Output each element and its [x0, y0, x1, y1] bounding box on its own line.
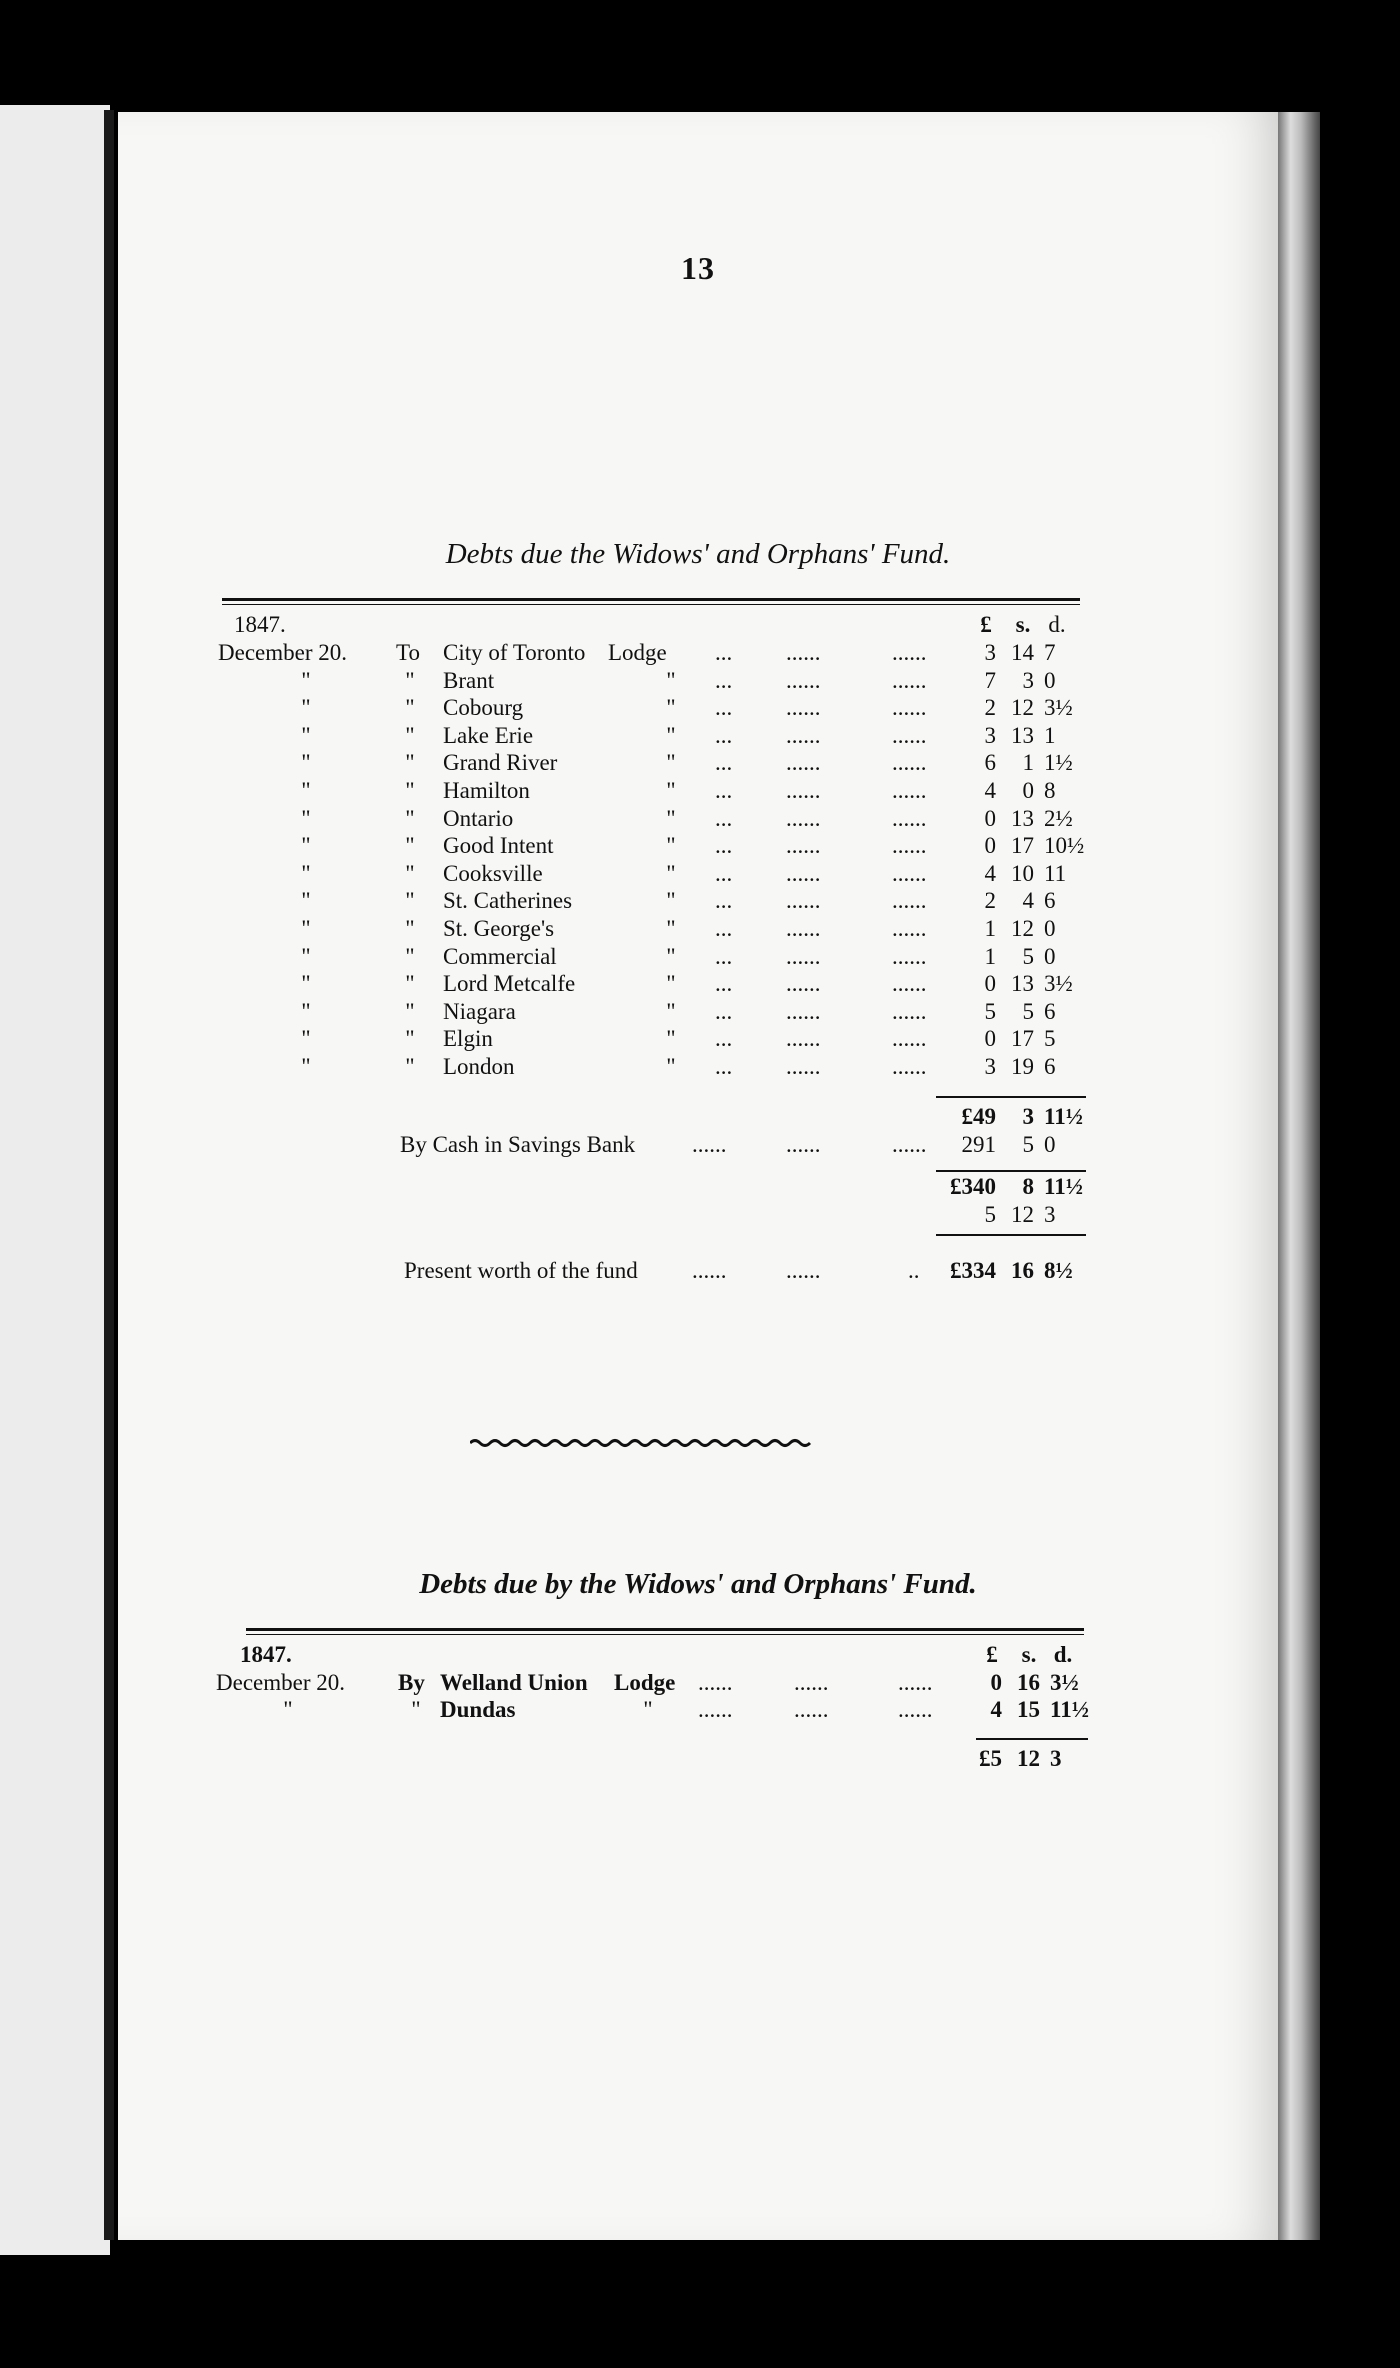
less-row	[118, 1202, 1278, 1230]
lodge-name: Lord Metcalfe	[443, 971, 576, 997]
amount-pence: 6	[1044, 998, 1056, 1024]
amount-pence: 3½	[1050, 1670, 1079, 1695]
leader-dots: ......	[892, 1026, 927, 1052]
leader-dots: ......	[786, 888, 821, 914]
shillings-header: s.	[1015, 612, 1031, 637]
ditto-mark: "	[666, 971, 676, 997]
amount-pence: 1½	[1044, 750, 1073, 776]
amount-pounds: 0	[984, 833, 996, 859]
ditto-mark: "	[301, 833, 311, 859]
leader-dots: ......	[898, 1670, 933, 1695]
amount-pounds: 0	[990, 1670, 1002, 1695]
amount-shillings: 3	[1022, 1103, 1034, 1129]
ditto-mark: "	[666, 1054, 676, 1079]
leader-dots: ...	[715, 667, 733, 693]
amount-pence: 11	[1044, 860, 1067, 886]
leader-dots: ......	[786, 1257, 821, 1283]
ditto-mark: "	[666, 998, 676, 1024]
amount-shillings: 4	[1022, 888, 1034, 914]
table-row	[118, 916, 1278, 944]
lodge-name: Commercial	[443, 943, 557, 969]
amount-pounds: 1	[984, 916, 996, 941]
shillings-header: s.	[1021, 1642, 1037, 1667]
leader-dots: ......	[892, 998, 927, 1024]
table-row	[118, 750, 1278, 778]
ditto-mark: "	[301, 1054, 311, 1079]
leader-dots: ......	[786, 695, 821, 721]
table-row	[118, 1697, 1278, 1725]
amount-pounds: 0	[984, 1026, 996, 1052]
ditto-mark: "	[405, 695, 415, 721]
leader-dots: ...	[715, 971, 733, 997]
amount-pence: 3	[1044, 1201, 1056, 1227]
leader-dots: ......	[786, 971, 821, 997]
amount-pounds: 6	[984, 750, 996, 776]
amount-shillings: 17	[1011, 833, 1034, 859]
lodge-name: Lake Erie	[443, 722, 534, 748]
leader-dots: ......	[892, 722, 927, 748]
ditto-mark: "	[301, 722, 311, 748]
amount-pence: 0	[1044, 916, 1056, 941]
leader-dots: ......	[786, 1131, 821, 1157]
table-row	[118, 723, 1278, 751]
amount-pence: 0	[1044, 1131, 1056, 1157]
leader-dots: ......	[892, 833, 927, 859]
lodge-name: London	[443, 1054, 515, 1079]
ditto-mark: "	[301, 750, 311, 776]
amount-pounds: 4	[984, 778, 996, 803]
amount-shillings: 0	[1022, 778, 1034, 803]
leader-dots: ......	[892, 695, 927, 721]
amount-pence: 3½	[1044, 695, 1073, 721]
amount-pence: 6	[1044, 888, 1056, 914]
lodge-name: City of Toronto	[443, 640, 586, 665]
ditto-mark: "	[301, 695, 311, 721]
amount-pence: 0	[1044, 667, 1056, 693]
book-page-edges	[1278, 112, 1320, 2240]
amount-pence: 11½	[1050, 1697, 1089, 1722]
leader-dots: ......	[786, 860, 821, 886]
ditto-mark: "	[666, 943, 676, 969]
ditto-mark: "	[301, 1026, 311, 1052]
worth-row	[118, 1258, 1278, 1286]
ditto-mark: "	[301, 916, 311, 941]
lodge-label: Lodge	[614, 1670, 676, 1695]
pounds-header: £	[986, 1642, 998, 1667]
amount-pence: 11½	[1044, 1173, 1083, 1199]
leader-dots: ...	[715, 998, 733, 1024]
amount-shillings: 5	[1022, 943, 1034, 969]
amount-pence: 1	[1044, 722, 1056, 748]
amount-pounds: 3	[984, 640, 996, 665]
ditto-mark: "	[283, 1697, 293, 1722]
amount-pounds: 291	[961, 1131, 996, 1157]
year-label: 1847.	[234, 612, 286, 637]
ditto-mark: "	[405, 1026, 415, 1052]
amount-shillings: 5	[1022, 1131, 1034, 1157]
table1-title: Debts due the Widows' and Orphans' Fund.	[445, 538, 951, 570]
amount-shillings: 12	[1017, 1746, 1040, 1771]
amount-shillings: 14	[1011, 640, 1034, 665]
leader-dots: ...	[715, 888, 733, 914]
amount-pounds: 1	[984, 943, 996, 969]
leader-dots: ......	[786, 833, 821, 859]
amount-pence: 10½	[1044, 833, 1085, 859]
amount-shillings: 5	[1022, 998, 1034, 1024]
ditto-mark: "	[405, 971, 415, 997]
subtotal-rule	[936, 1096, 1086, 1098]
ditto-mark: "	[301, 778, 311, 803]
facing-page-edge	[0, 105, 110, 2255]
leader-dots: ......	[892, 805, 927, 831]
table2-header	[118, 1642, 1278, 1670]
ditto-mark: "	[666, 667, 676, 693]
ditto-mark: "	[405, 916, 415, 941]
leader-dots: ...	[715, 722, 733, 748]
amount-shillings: 10	[1011, 860, 1034, 886]
amount-pounds: 5	[984, 1201, 996, 1227]
ditto-mark: "	[301, 667, 311, 693]
ditto-mark: "	[301, 860, 311, 886]
lodge-name: Dundas	[440, 1697, 516, 1722]
ditto-mark: "	[666, 750, 676, 776]
ditto-mark: "	[666, 722, 676, 748]
amount-shillings: 13	[1011, 805, 1034, 831]
lodge-name: Elgin	[443, 1026, 493, 1052]
ditto-mark: "	[411, 1697, 421, 1722]
leader-dots: ...	[715, 750, 733, 776]
leader-dots: ...	[715, 1026, 733, 1052]
amount-pence: 3	[1050, 1746, 1062, 1771]
leader-dots: ...	[715, 916, 733, 941]
leader-dots: ..	[908, 1257, 920, 1283]
ditto-mark: "	[405, 833, 415, 859]
table1-top-rule	[222, 598, 1080, 601]
amount-shillings: 13	[1011, 971, 1034, 997]
lodge-name: Welland Union	[440, 1670, 588, 1695]
leader-dots: ......	[892, 750, 927, 776]
amount-shillings: 12	[1011, 916, 1034, 941]
table2-title: Debts due by the Widows' and Orphans' Fund.	[419, 1568, 977, 1600]
ditto-mark: "	[405, 943, 415, 969]
amount-shillings: 8	[1022, 1173, 1034, 1199]
table-row	[118, 861, 1278, 889]
table2-top-rule	[246, 1628, 1084, 1631]
entry-date: December 20.	[218, 640, 347, 665]
amount-pounds: £340	[950, 1173, 996, 1199]
amount-shillings: 12	[1011, 695, 1034, 721]
leader-dots: ......	[892, 667, 927, 693]
ditto-mark: "	[301, 971, 311, 997]
table-row	[118, 971, 1278, 999]
document-page	[118, 112, 1278, 2240]
table-row	[118, 944, 1278, 972]
entry-prefix: By	[398, 1670, 425, 1695]
table-row	[118, 640, 1278, 668]
amount-pounds: £334	[950, 1257, 996, 1283]
table-row	[118, 888, 1278, 916]
cash-label: By Cash in Savings Bank	[400, 1131, 636, 1157]
leader-dots: ......	[786, 778, 821, 803]
ditto-mark: "	[301, 998, 311, 1024]
ditto-mark: "	[405, 998, 415, 1024]
amount-shillings: 17	[1011, 1026, 1034, 1052]
worth-rule	[936, 1234, 1086, 1236]
leader-dots: ......	[692, 1131, 727, 1157]
total-row	[118, 1746, 1278, 1774]
amount-pence: 2½	[1044, 805, 1073, 831]
leader-dots: ......	[892, 860, 927, 886]
ditto-mark: "	[666, 778, 676, 803]
lodge-name: Grand River	[443, 750, 558, 776]
amount-shillings: 15	[1017, 1697, 1040, 1722]
ditto-mark: "	[666, 860, 676, 886]
amount-pence: 8	[1044, 778, 1056, 803]
ditto-mark: "	[643, 1697, 653, 1722]
amount-pounds: 0	[984, 805, 996, 831]
total-rule	[936, 1170, 1086, 1172]
leader-dots: ......	[786, 750, 821, 776]
amount-pounds: 3	[984, 722, 996, 748]
leader-dots: ......	[786, 667, 821, 693]
amount-shillings: 1	[1022, 750, 1034, 776]
amount-pounds: 7	[984, 667, 996, 693]
pence-header: d.	[1048, 612, 1066, 637]
ditto-mark: "	[666, 695, 676, 721]
amount-pence: 8½	[1044, 1257, 1073, 1283]
amount-pounds: 4	[990, 1697, 1002, 1722]
ditto-mark: "	[405, 667, 415, 693]
amount-pounds: 4	[984, 860, 996, 886]
leader-dots: ...	[715, 695, 733, 721]
ditto-mark: "	[405, 750, 415, 776]
table-row	[118, 999, 1278, 1027]
page-gutter	[104, 110, 114, 2240]
ditto-mark: "	[301, 805, 311, 831]
ditto-mark: "	[405, 722, 415, 748]
leader-dots: ...	[715, 833, 733, 859]
table1-top-rule-thin	[222, 604, 1080, 605]
leader-dots: ......	[786, 640, 821, 665]
ditto-mark: "	[405, 888, 415, 914]
amount-shillings: 13	[1011, 722, 1034, 748]
leader-dots: ......	[892, 640, 927, 665]
leader-dots: ......	[794, 1697, 829, 1722]
amount-shillings: 19	[1011, 1054, 1034, 1079]
table2-top-rule-thin	[246, 1634, 1084, 1635]
leader-dots: ......	[892, 916, 927, 941]
amount-pence: 7	[1044, 640, 1056, 665]
leader-dots: ......	[786, 805, 821, 831]
amount-shillings: 16	[1011, 1257, 1034, 1283]
total-row	[118, 1174, 1278, 1202]
total-rule	[976, 1738, 1088, 1740]
ditto-mark: "	[405, 860, 415, 886]
entry-prefix: To	[396, 640, 420, 665]
amount-pence: 6	[1044, 1054, 1056, 1079]
amount-pounds: 0	[984, 971, 996, 997]
ditto-mark: "	[405, 778, 415, 803]
amount-shillings: 12	[1011, 1201, 1034, 1227]
ditto-mark: "	[301, 943, 311, 969]
lodge-name: Brant	[443, 667, 495, 693]
lodge-name: Hamilton	[443, 778, 530, 803]
amount-pence: 3½	[1044, 971, 1073, 997]
cash-row	[118, 1132, 1278, 1160]
leader-dots: ......	[892, 1054, 927, 1079]
leader-dots: ...	[715, 778, 733, 803]
amount-shillings: 3	[1022, 667, 1034, 693]
leader-dots: ......	[692, 1257, 727, 1283]
table-row	[118, 695, 1278, 723]
leader-dots: ......	[892, 1131, 927, 1157]
ditto-mark: "	[405, 805, 415, 831]
ditto-mark: "	[405, 1054, 415, 1079]
lodge-name: St. George's	[443, 916, 555, 941]
year-label: 1847.	[240, 1642, 292, 1667]
leader-dots: ......	[786, 998, 821, 1024]
amount-pounds: £5	[979, 1746, 1002, 1771]
lodge-name: St. Catherines	[443, 888, 573, 914]
entry-date: December 20.	[216, 1670, 345, 1695]
ditto-mark: "	[666, 805, 676, 831]
lodge-name: Ontario	[443, 805, 514, 831]
ditto-mark: "	[666, 916, 676, 941]
lodge-name: Cobourg	[443, 695, 524, 721]
amount-pounds: 2	[984, 695, 996, 721]
section-divider	[470, 1436, 816, 1450]
leader-dots: ......	[786, 1054, 821, 1079]
lodge-name: Cooksville	[443, 860, 543, 886]
pence-header: d.	[1053, 1642, 1073, 1667]
leader-dots: ...	[715, 943, 733, 969]
table-row	[118, 1054, 1278, 1082]
leader-dots: ......	[794, 1670, 829, 1695]
lodge-label: Lodge	[608, 640, 667, 665]
table1-header	[118, 612, 1278, 640]
amount-pence: 11½	[1044, 1103, 1083, 1129]
amount-pounds: 2	[984, 888, 996, 914]
ditto-mark: "	[666, 1026, 676, 1052]
leader-dots: ......	[698, 1697, 733, 1722]
amount-shillings: 16	[1017, 1670, 1040, 1695]
table-row	[118, 806, 1278, 834]
amount-pounds: £49	[961, 1103, 996, 1129]
ditto-mark: "	[301, 888, 311, 914]
page-number: 13	[681, 250, 715, 286]
table-row	[118, 778, 1278, 806]
amount-pence: 5	[1044, 1026, 1056, 1052]
leader-dots: ......	[898, 1697, 933, 1722]
leader-dots: ......	[698, 1670, 733, 1695]
leader-dots: ......	[786, 943, 821, 969]
amount-pounds: 5	[984, 998, 996, 1024]
table-row	[118, 833, 1278, 861]
table-row	[118, 1026, 1278, 1054]
lodge-name: Good Intent	[443, 833, 554, 859]
leader-dots: ...	[715, 640, 733, 665]
worth-label: Present worth of the fund	[404, 1257, 638, 1283]
leader-dots: ......	[786, 916, 821, 941]
leader-dots: ......	[786, 1026, 821, 1052]
leader-dots: ...	[715, 860, 733, 886]
ditto-mark: "	[666, 833, 676, 859]
leader-dots: ......	[892, 778, 927, 803]
table-row	[118, 1670, 1278, 1698]
lodge-name: Niagara	[443, 998, 516, 1024]
amount-pence: 0	[1044, 943, 1056, 969]
leader-dots: ...	[715, 805, 733, 831]
leader-dots: ......	[892, 888, 927, 914]
pounds-header: £	[980, 612, 992, 637]
leader-dots: ......	[892, 943, 927, 969]
amount-pounds: 3	[984, 1054, 996, 1079]
leader-dots: ......	[786, 722, 821, 748]
leader-dots: ...	[715, 1054, 733, 1079]
leader-dots: ......	[892, 971, 927, 997]
subtotal-row	[118, 1104, 1278, 1132]
table-row	[118, 668, 1278, 696]
ditto-mark: "	[666, 888, 676, 914]
